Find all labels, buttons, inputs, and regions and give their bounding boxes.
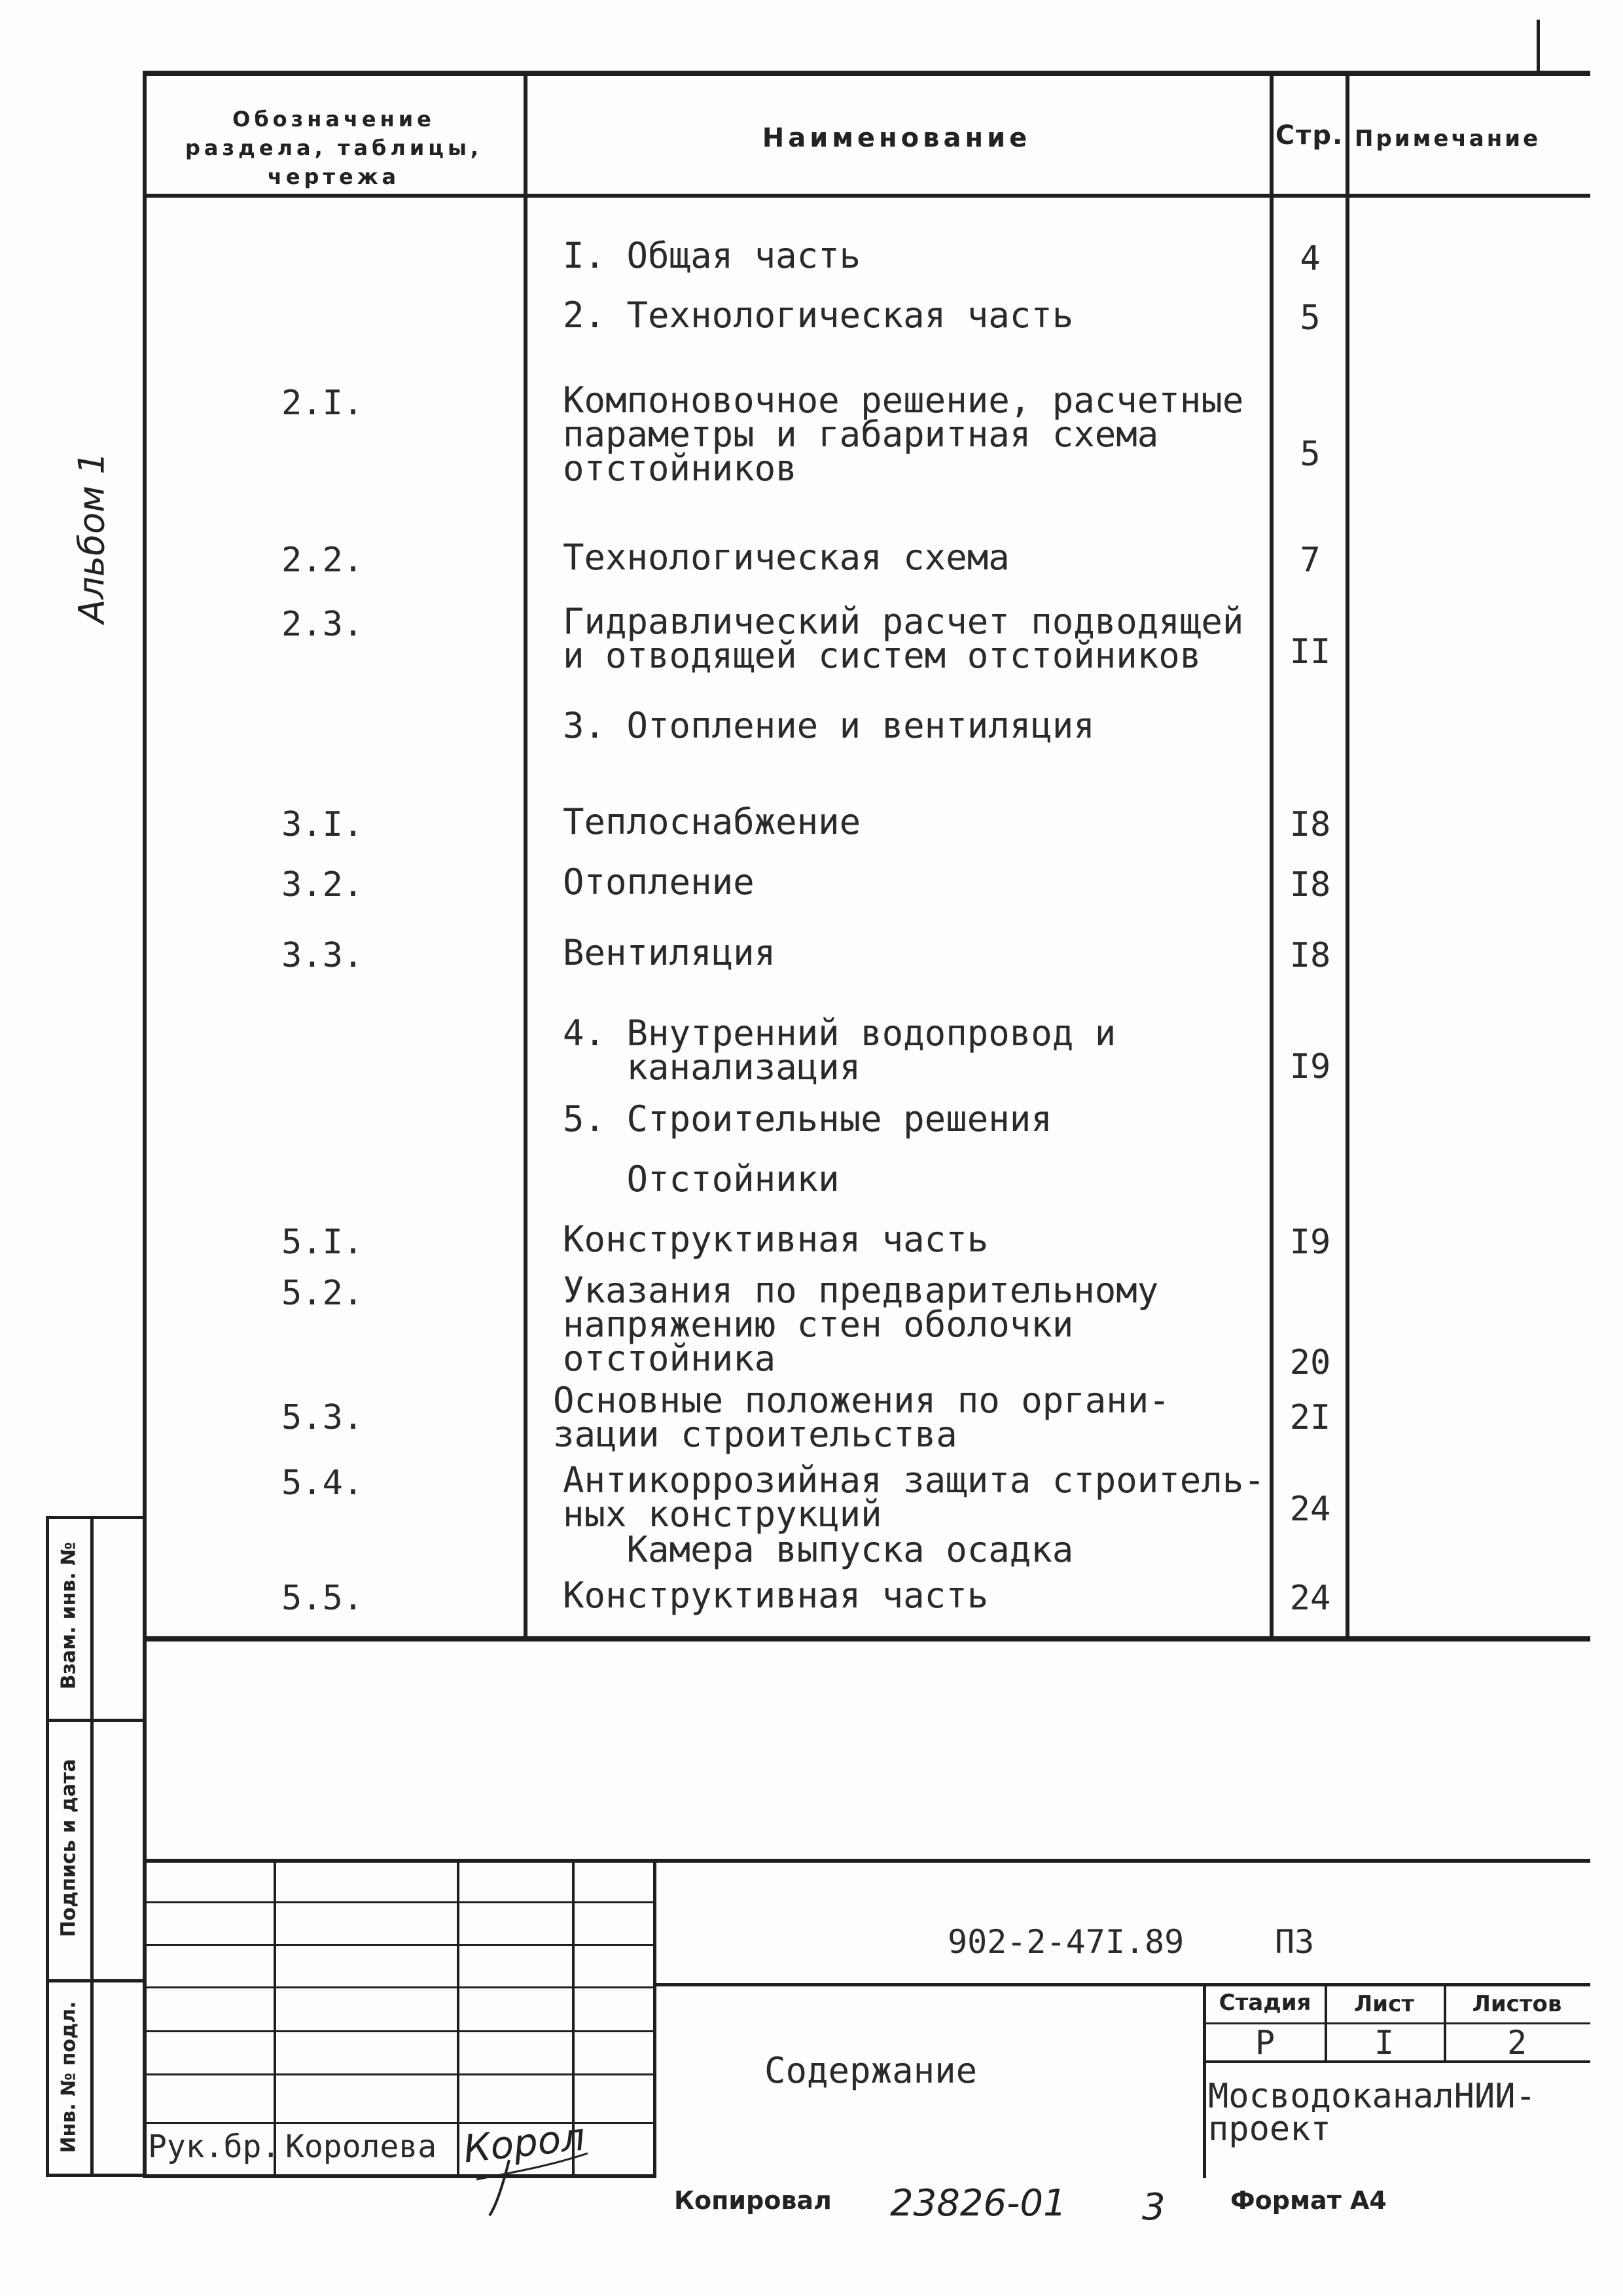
toc-code: 5.5. — [281, 1579, 364, 1618]
tb-org-left — [1203, 1983, 1206, 2178]
toc-page: I8 — [1289, 865, 1331, 905]
tb-grid-col-4 — [653, 1859, 656, 2178]
toc-page: 5 — [1300, 435, 1321, 474]
toc-title: 5. Строительные решения — [563, 1098, 1052, 1139]
toc-title: Указания по предварительному напряжению стен оболочки отстойника — [563, 1270, 1159, 1379]
organization: МосводоканалНИИ- проект — [1208, 2077, 1536, 2149]
toc-page: I8 — [1289, 936, 1331, 975]
tb-grid-row-5 — [143, 2073, 653, 2075]
doc-mark: ПЗ — [1275, 1923, 1315, 1961]
toc-page: 2I — [1289, 1398, 1331, 1437]
doc-code: 902-2-47I.89 — [948, 1923, 1185, 1961]
toc-title: 2. Технологическая часть — [563, 295, 1074, 336]
side-stamp — [46, 1516, 147, 2178]
table-bottom-border — [143, 1636, 1590, 1641]
toc-title: Отопление — [563, 861, 755, 903]
toc-title: Компоновочное решение, расчетные параметры и габаритная схема отстойников — [563, 380, 1244, 489]
toc-title: Теплоснабжение — [563, 801, 861, 842]
tb-grid-col-2 — [457, 1859, 459, 2178]
header-designation: Обозначение раздела, таблицы, чертежа — [185, 107, 483, 189]
toc-code: 2.2. — [281, 541, 364, 580]
album-label: Альбом 1 — [71, 452, 113, 624]
tb-grid-row-4 — [143, 2030, 653, 2032]
toc-code: 3.I. — [281, 805, 364, 844]
toc-page: 24 — [1289, 1579, 1331, 1618]
stamp-inv-replace: Взам. инв. № — [57, 1541, 80, 1690]
side-stamp-line-2 — [46, 1979, 144, 1982]
toc-title: Конструктивная часть — [563, 1219, 989, 1260]
toc-title: Отстойники — [563, 1158, 840, 1200]
signature-stroke — [470, 2147, 594, 2219]
stage-label: Стадия — [1219, 1990, 1311, 2016]
sheet-value: I — [1374, 2024, 1395, 2062]
format-label: Формат А4 — [1230, 2186, 1387, 2215]
tb-grid-row-1 — [143, 1901, 653, 1903]
toc-page: 7 — [1300, 541, 1321, 580]
toc-page: 20 — [1289, 1343, 1331, 1382]
toc-title: Антикоррозийная защита строитель- ных конструкций — [563, 1460, 1265, 1535]
archive-number: 23826-01 — [890, 2182, 1067, 2225]
header-name: Наименование — [762, 123, 1031, 153]
toc-page: I9 — [1289, 1223, 1331, 1262]
toc-code: 5.4. — [281, 1463, 364, 1503]
toc-code: 2.I. — [281, 384, 364, 423]
tb-grid-row-3 — [143, 1986, 653, 1988]
side-stamp-line-1 — [46, 1719, 144, 1722]
toc-page: II — [1289, 632, 1331, 672]
sheet-title: Содержание — [764, 2050, 978, 2091]
toc-title: Основные положения по органи- зации строительства — [553, 1380, 1170, 1455]
toc-code: 5.3. — [281, 1398, 364, 1437]
side-stamp-divider — [90, 1516, 94, 2177]
copied-label: Копировал — [674, 2186, 832, 2215]
toc-code: 5.I. — [281, 1223, 364, 1262]
toc-title: 4. Внутренний водопровод и канализация — [563, 1013, 1116, 1088]
toc-title: Конструктивная часть — [563, 1575, 989, 1616]
stage-value: Р — [1255, 2024, 1275, 2062]
toc-code: 3.2. — [281, 865, 364, 905]
sheet-label: Лист — [1354, 1991, 1414, 2017]
copy-number: 3 — [1142, 2186, 1166, 2229]
role-label: Рук.бр. — [148, 2128, 281, 2165]
toc-page: I8 — [1289, 805, 1331, 844]
toc-title: Вентиляция — [563, 932, 776, 973]
toc-title: Гидравлический расчет подводящей и отводящей систем отстойников — [563, 601, 1244, 676]
toc-code: 3.3. — [281, 936, 364, 975]
header-note: Примечание — [1355, 126, 1541, 152]
toc-page: I9 — [1289, 1047, 1331, 1086]
sheets-value: 2 — [1507, 2024, 1527, 2062]
sheets-label: Листов — [1472, 1991, 1562, 2017]
header-page: Стр. — [1275, 120, 1344, 151]
toc-page: 4 — [1300, 239, 1321, 278]
side-stamp-outer-left — [46, 1516, 49, 2177]
stamp-sign-date: Подпись и дата — [57, 1759, 80, 1937]
tb-mid — [653, 1983, 1590, 1986]
toc-code: 5.2. — [281, 1274, 364, 1313]
toc-title: Камера выпуска осадка — [563, 1529, 1074, 1570]
toc-title: I. Общая часть — [563, 235, 861, 276]
toc-page: 5 — [1300, 298, 1321, 338]
toc-title: Технологическая схема — [563, 537, 1010, 578]
toc-title: 3. Отопление и вентиляция — [563, 705, 1095, 746]
stamp-inv-orig: Инв. № подл. — [57, 2001, 80, 2153]
tb-top — [143, 1859, 1590, 1863]
toc-code: 2.3. — [281, 605, 364, 644]
title-block — [143, 1859, 1590, 2178]
person-name: Королева — [285, 2128, 437, 2165]
signature: Корол — [461, 2114, 588, 2172]
tb-grid-row-2 — [143, 1944, 653, 1946]
side-stamp-bottom — [46, 2174, 144, 2177]
toc-page: 24 — [1289, 1490, 1331, 1529]
side-stamp-top — [46, 1516, 144, 1519]
